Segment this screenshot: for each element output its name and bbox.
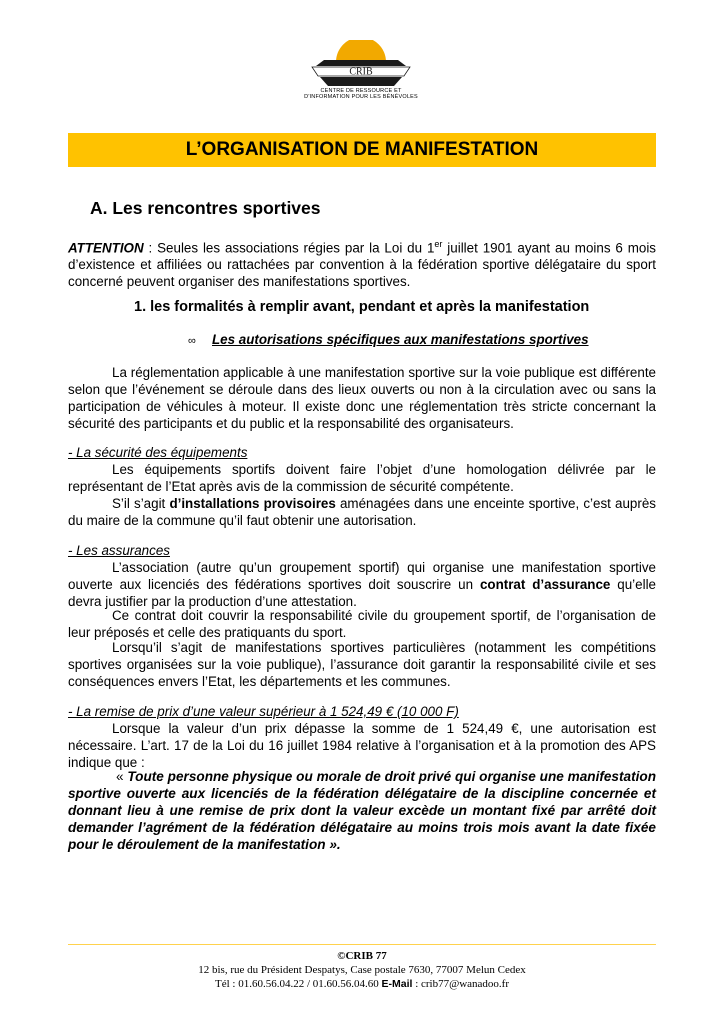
securite-paragraph-2	[68, 495, 656, 529]
assurances-paragraph-1	[68, 559, 656, 610]
quote-open: «	[116, 769, 128, 784]
logo-subtitle-line-2: D'INFORMATION POUR LES BÉNÉVOLES	[304, 94, 418, 100]
assurances-text-1a: L’association (autre qu’un groupement sportif) qui organise une manifestation sportive ouverte aux licenciés des fédérations sportives doit souscrire un	[68, 560, 656, 592]
intro-text: La réglementation applicable à une manifestation sportive sur la voie publique est différente selon que l’événement se déroule dans des lieux ouverts ou non à la circulation avec ou sans la participation de véhicules à moteur. Il existe donc une réglementation très stricte concernant la sécurité des participants et du public et la responsabilité des organisateurs.	[68, 365, 656, 431]
logo-subtitle	[300, 88, 422, 100]
securite-paragraph-1	[68, 461, 656, 495]
crib-logo	[306, 40, 416, 112]
autorisations-bullet	[188, 332, 589, 347]
attention-separator: :	[143, 240, 158, 256]
footer-divider	[68, 944, 656, 945]
logo-subtitle-line-1: CENTRE DE RESSOURCE ET	[320, 88, 402, 94]
footer-address: 12 bis, rue du Président Despatys, Case postale 7630, 77007 Melun Cedex	[198, 964, 526, 976]
quote-text: Toute personne physique ou morale de droit privé qui organise une manifestation sportive ouverte aux licenciés de la fédération délégataire de la discipline concernée et donnant lieu à une remise de prix dont la valeur excède un montant fixé par arrêté doit demander l’agrément de la fédération délégataire au moins trois mois avant la date fixée pour le déroulement de la manifestation ».	[68, 769, 656, 852]
attention-sup: er	[434, 239, 443, 249]
logo-text: CRIB	[349, 66, 373, 78]
remise-text: Lorsque la valeur d’un prix dépasse la somme de 1 524,49 €, une autorisation est nécessaire. L’art. 17 de la Loi du 16 juillet 1984 relative à l’organisation et à la promotion des APS indique que :	[68, 721, 656, 770]
law-quote	[68, 768, 656, 853]
page-title: L’ORGANISATION DE MANIFESTATION	[185, 139, 539, 160]
footer-contact	[68, 978, 656, 990]
assurances-paragraph-2	[68, 607, 656, 641]
attention-paragraph	[68, 236, 656, 290]
assurances-text-3: Lorsqu’il s’agit de manifestations sportives particulières (notamment les compétitions sportives organisées sur la voie publique), l’assurance doit garantir la responsabilité civile et ses conséquences envers l’Etat, les départements et les communes.	[68, 640, 656, 689]
attention-text-1: Seules les associations régies par la Loi du 1	[157, 240, 435, 256]
attention-label: ATTENTION	[68, 240, 144, 256]
remise-paragraph	[68, 720, 656, 771]
assurances-paragraph-3	[68, 639, 656, 690]
footer-phone: Tél : 01.60.56.04.22 / 01.60.56.04.60	[214, 978, 382, 990]
infinity-icon: ∞	[188, 335, 196, 347]
intro-paragraph	[68, 364, 656, 432]
formalites-heading: 1. les formalités à remplir avant, pendant et après la manifestation	[134, 299, 590, 315]
securite-text-1: Les équipements sportifs doivent faire l’objet d’une homologation délivrée par le représentant de l’Etat après avis de la commission de sécurité compétente.	[68, 462, 656, 494]
remise-heading: - La remise de prix d’une valeur supérieur à 1 524,49 € (10 000 F)	[68, 704, 459, 719]
assurances-heading: - Les assurances	[68, 543, 170, 558]
assurances-text-2: Ce contrat doit couvrir la responsabilité civile du groupement sportif, de l’organisation de leur préposés et celle des pratiquants du sport.	[68, 608, 656, 640]
footer-copyright: ©CRIB 77	[337, 950, 387, 962]
securite-heading: - La sécurité des équipements	[68, 445, 248, 460]
autorisations-heading: Les autorisations spécifiques aux manifestations sportives	[212, 332, 589, 347]
footer-email-label: E-Mail	[381, 978, 413, 990]
section-a-heading: A. Les rencontres sportives	[90, 198, 321, 218]
assurances-text-1b: contrat d’assurance	[479, 577, 611, 592]
title-banner	[68, 133, 656, 167]
attention-text-2: juillet 1901 ayant au moins 6 mois d’existence et affiliées ou rattachées par convention à la fédération sportive délégataire du sport concerné peuvent organiser des manifestations sportives.	[68, 240, 656, 290]
securite-text-2b: d’installations provisoires	[169, 496, 336, 511]
footer-email-link[interactable]: : crib77@wanadoo.fr	[412, 978, 510, 990]
securite-text-2c: aménagées dans une enceinte sportive, c’est auprès du maire de la commune qu’il faut obtenir une autorisation.	[68, 496, 656, 528]
assurances-text-1c: qu’elle devra justifier par la production d’une attestation.	[68, 577, 656, 609]
securite-text-2a: S’il s’agit	[112, 496, 170, 511]
